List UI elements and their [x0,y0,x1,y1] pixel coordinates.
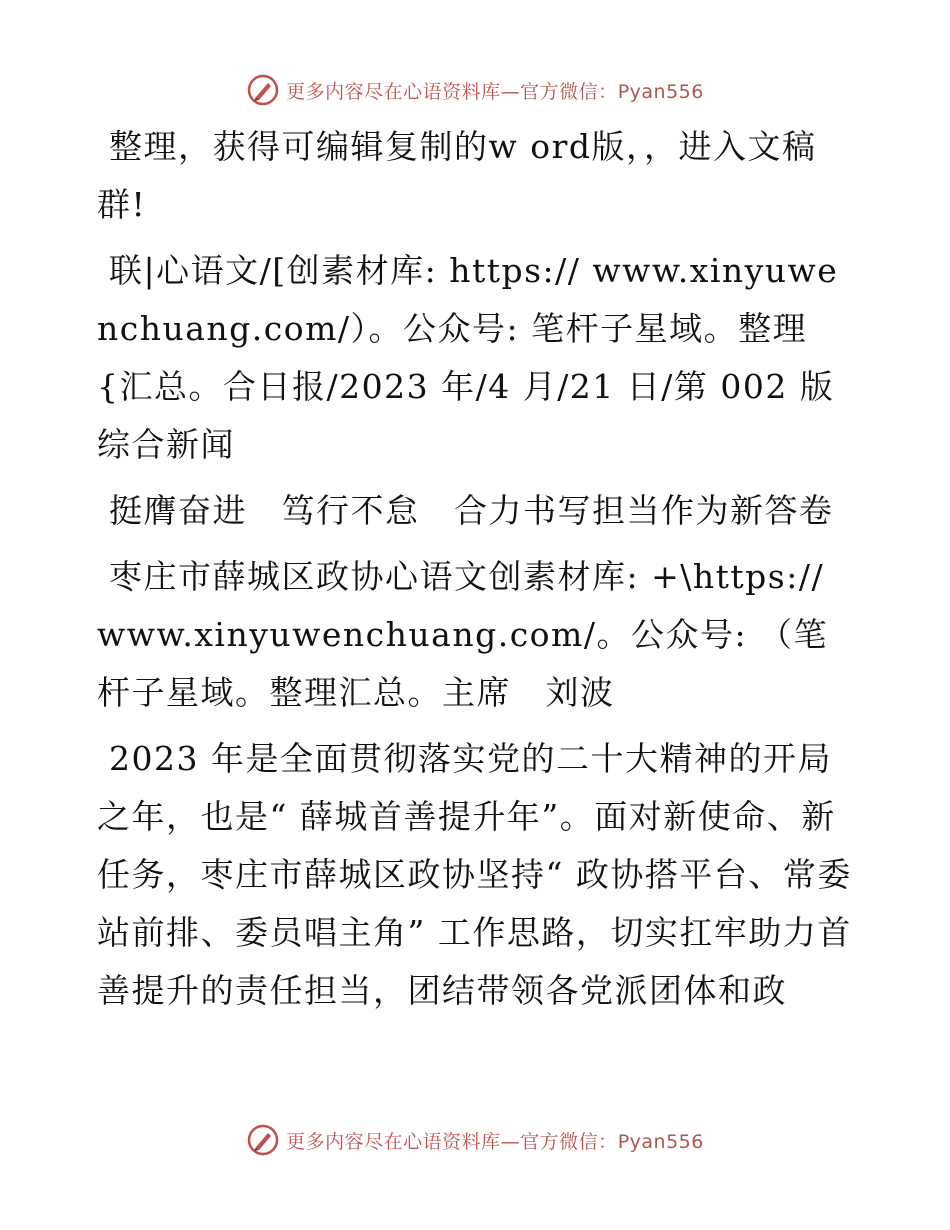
document-body [97,118,857,1028]
footer-banner-title: 更多内容尽在心语资料库 [286,1130,501,1153]
header-banner-wechat: 官方微信： [520,80,618,103]
article-title: 挺膺奋进 笃行不怠 合力书写担当作为新答卷 [109,491,834,530]
paragraph-1: 整理，获得可编辑复制的w ord版，，进入文稿群! [97,127,817,224]
header-banner-id: Pyan556 [617,80,704,103]
paragraph-5: 2023 年是全面贯彻落实党的二十大精神的开局之年，也是“ 薛城首善提升年”。面对新使命、新任务，枣庄市薛城区政协坚持“ 政协搭平台、常委站前排、委员唱主角” 工作思路，切实扛牢助力首善提升的责任担当，团结带领各党派团体和政 [97,739,852,1010]
pen-logo-icon [246,1123,280,1157]
header-banner [0,70,950,110]
footer-banner-wechat: 官方微信： [520,1130,618,1153]
header-banner-text [286,77,704,104]
header-banner-title: 更多内容尽在心语资料库 [286,80,501,103]
header-banner-sep: — [500,80,521,103]
footer-banner-sep: — [500,1130,521,1153]
footer-banner-id: Pyan556 [617,1130,704,1153]
pen-logo-icon [246,73,280,107]
paragraph-2: 联|心语文/[创素材库: https:// www.xinyuwenchuang.com/）。公众号: 笔杆子星域。整理{汇总。合日报/2023 年/4 月/21 日/第 002 版综合新闻 [97,251,839,464]
author-line: 枣庄市薛城区政协心语文创素材库: +\https:// www.xinyuwenchuang.com/。公众号: （笔杆子星域。整理汇总。主席 刘波 [97,557,829,712]
footer-banner-text [286,1127,704,1154]
footer-banner [0,1120,950,1160]
